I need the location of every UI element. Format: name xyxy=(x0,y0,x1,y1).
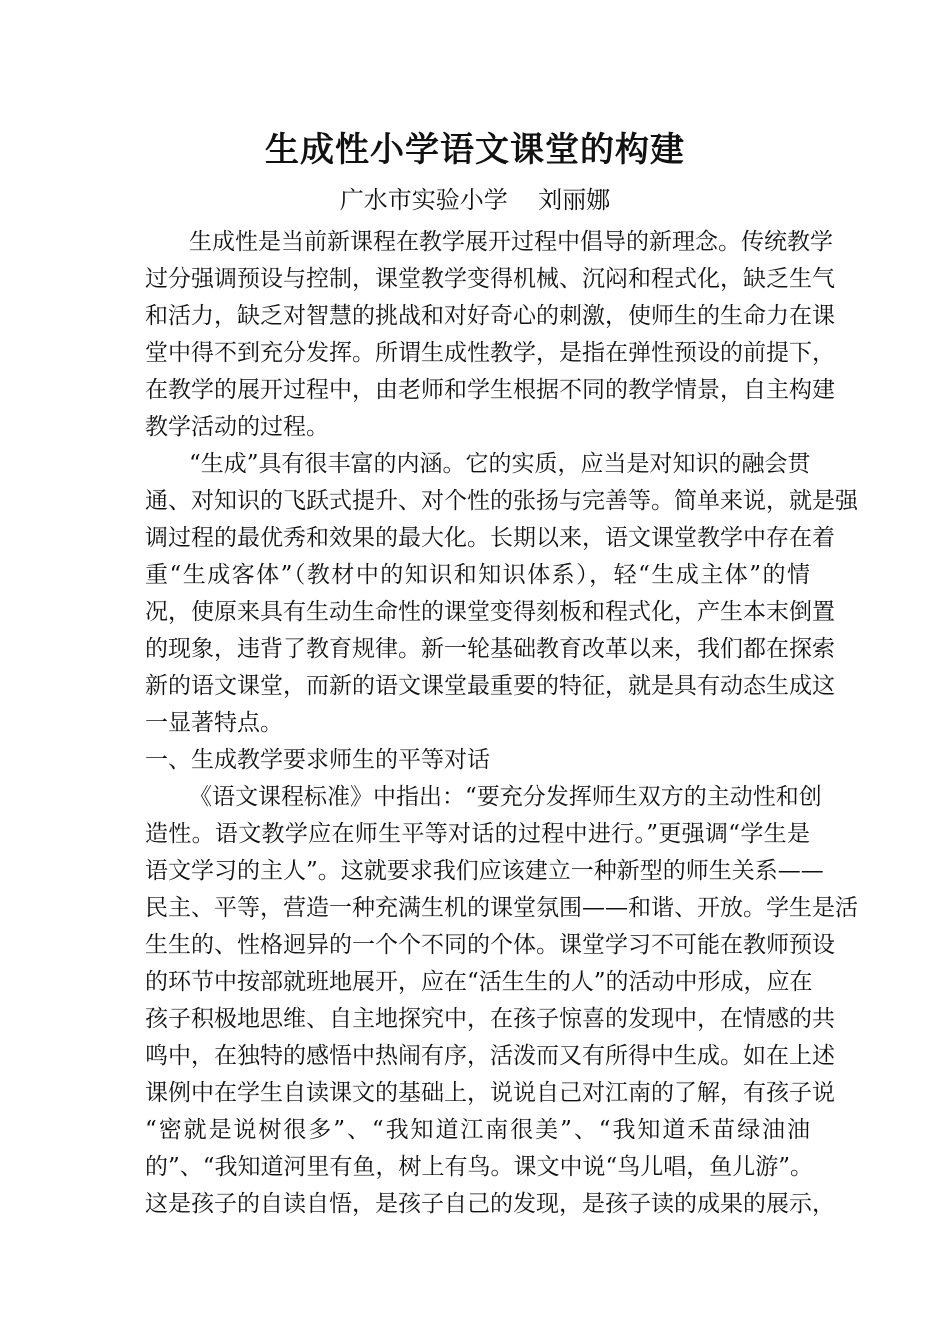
body-text-line: 生生的、性格迥异的一个个不同的个体。课堂学习不可能在教师预设 xyxy=(145,932,835,958)
body-text-line: 的”、“我知道河里有鱼，树上有鸟。课文中说“鸟儿唱，鱼儿游”。 xyxy=(145,1154,814,1180)
section-heading: 一、生成教学要求师生的平等对话 xyxy=(145,747,490,773)
body-text-line: “密就是说树很多”、“我知道江南很美”、“我知道禾苗绿油油 xyxy=(145,1117,810,1143)
body-text-line: 民主、平等，营造一种充满生机的课堂氛围——和谐、开放。学生是活 xyxy=(145,895,858,921)
body-text-line: 语文学习的主人”。这就要求我们应该建立一种新型的师生关系—— xyxy=(145,858,824,884)
document-body xyxy=(145,224,858,1223)
body-text-line: 在教学的展开过程中，由老师和学生根据不同的教学情景，自主构建 xyxy=(145,377,835,403)
body-text-line: 通、对知识的飞跃式提升、对个性的张扬与完善等。简单来说，就是强 xyxy=(145,488,858,514)
body-text-line: 堂中得不到充分发挥。所谓生成性教学，是指在弹性预设的前提下， xyxy=(145,340,835,366)
body-text-line: 生成性是当前新课程在教学展开过程中倡导的新理念。传统教学 xyxy=(189,229,833,255)
body-text-line: 教学活动的过程。 xyxy=(145,414,329,440)
body-text-line: 新的语文课堂，而新的语文课堂最重要的特征，就是具有动态生成这 xyxy=(145,673,835,699)
body-text-line: 课例中在学生自读课文的基础上，说说自己对江南的了解，有孩子说 xyxy=(145,1080,835,1106)
body-text-line: 和活力，缺乏对智慧的挑战和对好奇心的刺激，使师生的生命力在课 xyxy=(145,303,835,329)
body-text-line: 的现象，违背了教育规律。新一轮基础教育改革以来，我们都在探索 xyxy=(145,636,835,662)
body-text-line: 过分强调预设与控制，课堂教学变得机械、沉闷和程式化，缺乏生气 xyxy=(145,266,835,292)
body-text-line: 孩子积极地思维、自主地探究中，在孩子惊喜的发现中，在情感的共 xyxy=(145,1006,835,1032)
body-text-line: 这是孩子的自读自悟，是孩子自己的发现，是孩子读的成果的展示， xyxy=(145,1191,835,1217)
body-text-line: 一显著特点。 xyxy=(145,710,283,736)
body-text-line: 调过程的最优秀和效果的最大化。长期以来，语文课堂教学中存在着 xyxy=(145,525,835,551)
body-text-line: 造性。语文教学应在师生平等对话的过程中进行。”更强调“学生是 xyxy=(145,821,810,847)
body-text-line: 的环节中按部就班地展开，应在“活生生的人”的活动中形成，应在 xyxy=(145,969,813,995)
body-text-line: “生成”具有很丰富的内涵。它的实质，应当是对知识的融会贯 xyxy=(189,451,811,477)
body-text-line: 《语文课程标准》中指出：“要充分发挥师生双方的主动性和创 xyxy=(189,784,822,810)
document-title: 生成性小学语文课堂的构建 xyxy=(265,130,685,170)
body-text-line: 重“生成客体”（教材中的知识和知识体系），轻“生成主体”的情 xyxy=(145,562,810,588)
body-text-line: 鸣中，在独特的感悟中热闹有序，活泼而又有所得中生成。如在上述 xyxy=(145,1043,835,1069)
author-byline: 广水市实验小学 刘丽娜 xyxy=(339,186,611,214)
body-text-line: 况，使原来具有生动生命性的课堂变得刻板和程式化，产生本末倒置 xyxy=(145,599,835,625)
